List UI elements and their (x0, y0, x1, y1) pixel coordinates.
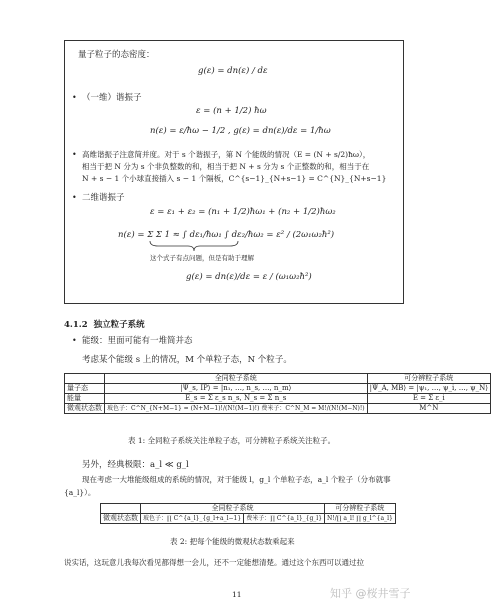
levels-paragraph-line-2: {a_l}）。 (64, 488, 96, 497)
bullet-dot: • (72, 336, 77, 345)
closing-paragraph: 说实话，这玩意儿我每次看见都得想一会儿，还不一定能想清楚。通过这个东西可以通过拉 (64, 558, 364, 567)
table-header-row: 全同粒子系统 可分辨粒子系统 (101, 504, 396, 514)
section-title: 独立粒子系统 (93, 320, 145, 330)
table-2-caption: 表 2: 把每个能级的微观状态数乘起来 (170, 537, 295, 546)
table-row: 量子态 |Ψ_s, IP⟩ = |n₁, …, n_s, …, n_m⟩ |Ψ_A, MB⟩ = |ψ₁, …, ψ_i, …, ψ_N⟩ (65, 384, 491, 394)
section-number: 4.1.2 (64, 320, 88, 330)
oscillator-count-eq: n(ε) = ε/ħω − 1/2 , g(ε) = dn(ε)/dε = 1/ħω (150, 126, 331, 136)
bullet-dot: • (72, 193, 77, 202)
consider-paragraph: 考虑某个能级 s 上的情况，M 个单粒子态，N 个粒子。 (82, 355, 292, 365)
levels-paragraph-line-1: 现在考虑一大堆能级组成的系统的情况，对于能级 l，g_l 个单粒子态，a_l 个粒子（分布就事 (82, 475, 391, 484)
high-dim-line-2: 相当于把 N 分为 s 个非负整数的和，相当于把 N + s 分为 s 个正整数的和，相当于在 (82, 162, 370, 171)
density-of-states-box (64, 40, 404, 304)
2d-dos-eq: g(ε) = dn(ε)/dε = ε / (ω₁ω₂ħ²) (186, 272, 312, 282)
2d-count-eq: n(ε) = Σ Σ 1 ≈ ∫ dε₁/ħω₁ ∫ dε₂/ħω₂ = ε² / (2ω₁ω₂ħ²) (118, 230, 335, 240)
microstate-table (100, 503, 396, 524)
high-dim-line-1: 高维谐振子注意简并度。对于 s 个谐振子，第 N 个能级的情况（E = (N + s/2)ħω）， (82, 150, 371, 159)
particle-systems-table (64, 373, 491, 414)
underbrace-icon (148, 240, 240, 252)
section-heading (64, 320, 145, 330)
high-dim-line-3: N + s − 1 个小球直接插入 s − 1 个隔板，C^{s−1}_{N+s−1} = C^{N}_{N+s−1} (82, 174, 387, 183)
watermark: 知乎 @桜井雪子 (330, 587, 411, 600)
box-title: 量子粒子的态密度： (78, 50, 155, 60)
table-row: 能量 E_s = Σ ε_s n_s, N_s = Σ n_s E = Σ ε_i (65, 394, 491, 404)
oscillator-energy-eq: ε = (n + 1/2) ħω (196, 106, 267, 116)
2d-energy-eq: ε = ε₁ + ε₂ = (n₁ + 1/2)ħω₁ + (n₂ + 1/2)ħω₂ (150, 207, 336, 217)
bullet-1d-oscillator: （一维）谐振子 (82, 93, 142, 103)
approx-note: 这个式子有点问题，但是有助于理解 (150, 254, 254, 262)
page-number: 11 (232, 590, 242, 599)
bullet-dot: • (72, 150, 77, 159)
energy-level-bullet: 能级：里面可能有一堆简并态 (82, 336, 193, 346)
table-row: 微观状态数 玻色子：∏ C^{a_l}_{g_l+a_l−1} 费米子：∏ C^{a_l}_{g_l} N!/∏ a_l! ∏ g_l^{a_l} (101, 514, 396, 524)
table-1-caption: 表 1: 全同粒子系统关注单粒子态，可分辨粒子系统关注粒子。 (128, 436, 336, 445)
table-row: 微观状态数 玻色子：C^N_{N+M−1} = (N+M−1)!/(N!(M−1)!) 费米子：C^N_M = M!/(N!(M−N)!) M^N (65, 404, 491, 414)
bullet-dot: • (72, 93, 77, 102)
bullet-2d-oscillator: 二维谐振子 (82, 193, 125, 203)
table-header-row: 全同粒子系统 可分辨粒子系统 (65, 374, 491, 384)
classical-limit-line: 另外，经典极限：a_l ≪ g_l (82, 460, 189, 470)
dos-equation: g(ε) = dn(ε) / dε (198, 66, 268, 76)
